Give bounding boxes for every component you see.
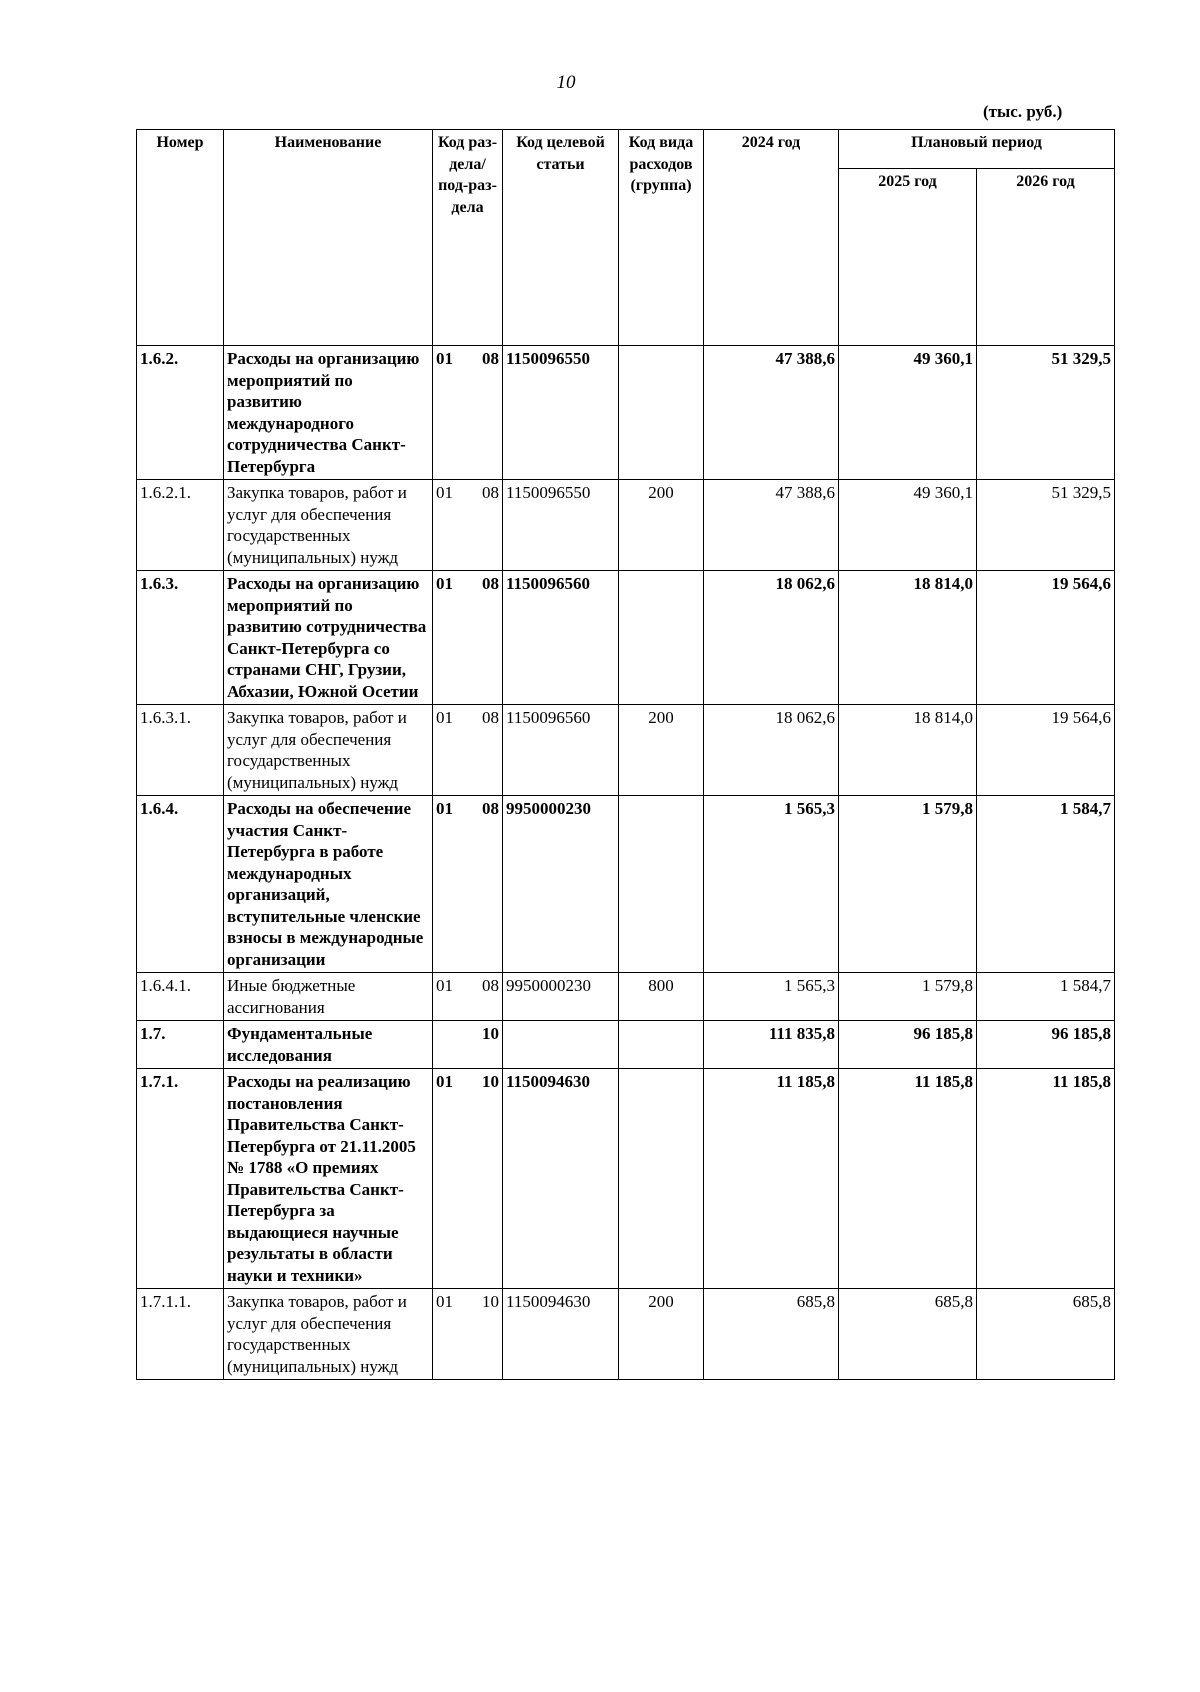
subsection-code: 10 [482, 1072, 499, 1091]
row-expense-type: 200 [619, 1289, 704, 1380]
table-row [137, 796, 1115, 973]
subsection-code: 10 [482, 1024, 499, 1043]
row-number: 1.6.4.1. [137, 973, 224, 1021]
row-amount-2025: 685,8 [839, 1289, 977, 1380]
row-amount-2025: 1 579,8 [839, 973, 977, 1021]
row-name: Расходы на организацию мероприятий по развитию сотрудничества Санкт-Петербурга со странами СНГ, Грузии, Абхазии, Южной Осетии [224, 571, 433, 705]
row-target-code: 9950000230 [503, 973, 619, 1021]
page-number: 10 [556, 72, 576, 93]
section-code: 01 [436, 799, 453, 818]
row-name: Фундаментальные исследования [224, 1021, 433, 1069]
row-section-code [433, 480, 503, 571]
table-body [137, 346, 1115, 1380]
table-row [137, 705, 1115, 796]
table-row [137, 480, 1115, 571]
section-code: 01 [436, 1292, 453, 1311]
row-amount-2025: 18 814,0 [839, 705, 977, 796]
row-amount-2025: 18 814,0 [839, 571, 977, 705]
section-code: 01 [436, 1072, 453, 1091]
row-amount-2025: 11 185,8 [839, 1069, 977, 1289]
row-amount-2025: 1 579,8 [839, 796, 977, 973]
row-number: 1.6.3.1. [137, 705, 224, 796]
subsection-code: 08 [482, 976, 499, 995]
row-amount-2024: 47 388,6 [704, 346, 839, 480]
row-section-code [433, 571, 503, 705]
row-amount-2024: 11 185,8 [704, 1069, 839, 1289]
table-row [137, 1289, 1115, 1380]
row-amount-2024: 685,8 [704, 1289, 839, 1380]
subsection-code: 08 [482, 708, 499, 727]
row-name: Иные бюджетные ассигнования [224, 973, 433, 1021]
table-row [137, 571, 1115, 705]
subsection-code: 08 [482, 574, 499, 593]
section-code: 01 [436, 976, 453, 995]
header-year-2025: 2025 год [839, 169, 977, 346]
row-target-code: 1150096550 [503, 480, 619, 571]
row-name: Закупка товаров, работ и услуг для обеспечения государственных (муниципальных) нужд [224, 705, 433, 796]
row-section-code [433, 1069, 503, 1289]
section-code: 01 [436, 708, 453, 727]
row-target-code: 1150094630 [503, 1289, 619, 1380]
row-target-code [503, 1021, 619, 1069]
table-row [137, 1069, 1115, 1289]
row-amount-2024: 1 565,3 [704, 796, 839, 973]
row-amount-2026: 1 584,7 [977, 973, 1115, 1021]
row-amount-2026: 1 584,7 [977, 796, 1115, 973]
row-expense-type [619, 1069, 704, 1289]
row-amount-2024: 18 062,6 [704, 705, 839, 796]
row-number: 1.7.1. [137, 1069, 224, 1289]
row-number: 1.7.1.1. [137, 1289, 224, 1380]
header-number: Номер [137, 130, 224, 346]
row-target-code: 9950000230 [503, 796, 619, 973]
header-target-code: Код целевой статьи [503, 130, 619, 346]
row-amount-2026: 19 564,6 [977, 705, 1115, 796]
row-section-code [433, 705, 503, 796]
row-section-code [433, 796, 503, 973]
row-amount-2024: 111 835,8 [704, 1021, 839, 1069]
subsection-code: 10 [482, 1292, 499, 1311]
header-year-2026: 2026 год [977, 169, 1115, 346]
row-target-code: 1150096560 [503, 571, 619, 705]
budget-table [136, 129, 1115, 1380]
subsection-code: 08 [482, 349, 499, 368]
row-section-code [433, 346, 503, 480]
row-amount-2024: 18 062,6 [704, 571, 839, 705]
row-expense-type [619, 796, 704, 973]
section-code: 01 [436, 483, 453, 502]
row-name: Расходы на обеспечение участия Санкт-Петербурга в работе международных организаций, вступительные членские взносы в международные организации [224, 796, 433, 973]
row-name: Закупка товаров, работ и услуг для обеспечения государственных (муниципальных) нужд [224, 480, 433, 571]
header-name: Наименование [224, 130, 433, 346]
subsection-code: 08 [482, 483, 499, 502]
row-amount-2026: 685,8 [977, 1289, 1115, 1380]
table-row [137, 346, 1115, 480]
table-row [137, 1021, 1115, 1069]
row-expense-type [619, 346, 704, 480]
row-section-code [433, 1289, 503, 1380]
units-label: (тыс. руб.) [983, 102, 1063, 121]
row-target-code: 1150096550 [503, 346, 619, 480]
row-amount-2024: 1 565,3 [704, 973, 839, 1021]
row-number: 1.6.4. [137, 796, 224, 973]
row-amount-2026: 11 185,8 [977, 1069, 1115, 1289]
row-name: Закупка товаров, работ и услуг для обеспечения государственных (муниципальных) нужд [224, 1289, 433, 1380]
subsection-code: 08 [482, 799, 499, 818]
table-row [137, 973, 1115, 1021]
row-expense-type [619, 1021, 704, 1069]
section-code: 01 [436, 349, 453, 368]
row-expense-type: 200 [619, 480, 704, 571]
row-amount-2026: 51 329,5 [977, 480, 1115, 571]
row-name: Расходы на организацию мероприятий по развитию международного сотрудничества Санкт-Петербурга [224, 346, 433, 480]
row-expense-type: 200 [619, 705, 704, 796]
header-section-code: Код раз-дела/ под-раз-дела [433, 130, 503, 346]
row-number: 1.7. [137, 1021, 224, 1069]
row-amount-2025: 49 360,1 [839, 346, 977, 480]
section-code: 01 [436, 574, 453, 593]
row-expense-type: 800 [619, 973, 704, 1021]
row-amount-2024: 47 388,6 [704, 480, 839, 571]
header-planning-period: Плановый период [839, 130, 1115, 169]
header-expense-type: Код вида расходов (группа) [619, 130, 704, 346]
row-number: 1.6.2.1. [137, 480, 224, 571]
row-number: 1.6.2. [137, 346, 224, 480]
row-target-code: 1150096560 [503, 705, 619, 796]
row-amount-2026: 19 564,6 [977, 571, 1115, 705]
row-amount-2026: 51 329,5 [977, 346, 1115, 480]
header-year-2024: 2024 год [704, 130, 839, 346]
row-name: Расходы на реализацию постановления Правительства Санкт-Петербурга от 21.11.2005 № 1788 «О премиях Правительства Санкт-Петербурга за выдающиеся научные результаты в области науки и техники» [224, 1069, 433, 1289]
row-section-code [433, 1021, 503, 1069]
row-amount-2025: 96 185,8 [839, 1021, 977, 1069]
header-row-top [137, 130, 1115, 169]
row-expense-type [619, 571, 704, 705]
row-target-code: 1150094630 [503, 1069, 619, 1289]
row-amount-2025: 49 360,1 [839, 480, 977, 571]
row-number: 1.6.3. [137, 571, 224, 705]
row-section-code [433, 973, 503, 1021]
row-amount-2026: 96 185,8 [977, 1021, 1115, 1069]
